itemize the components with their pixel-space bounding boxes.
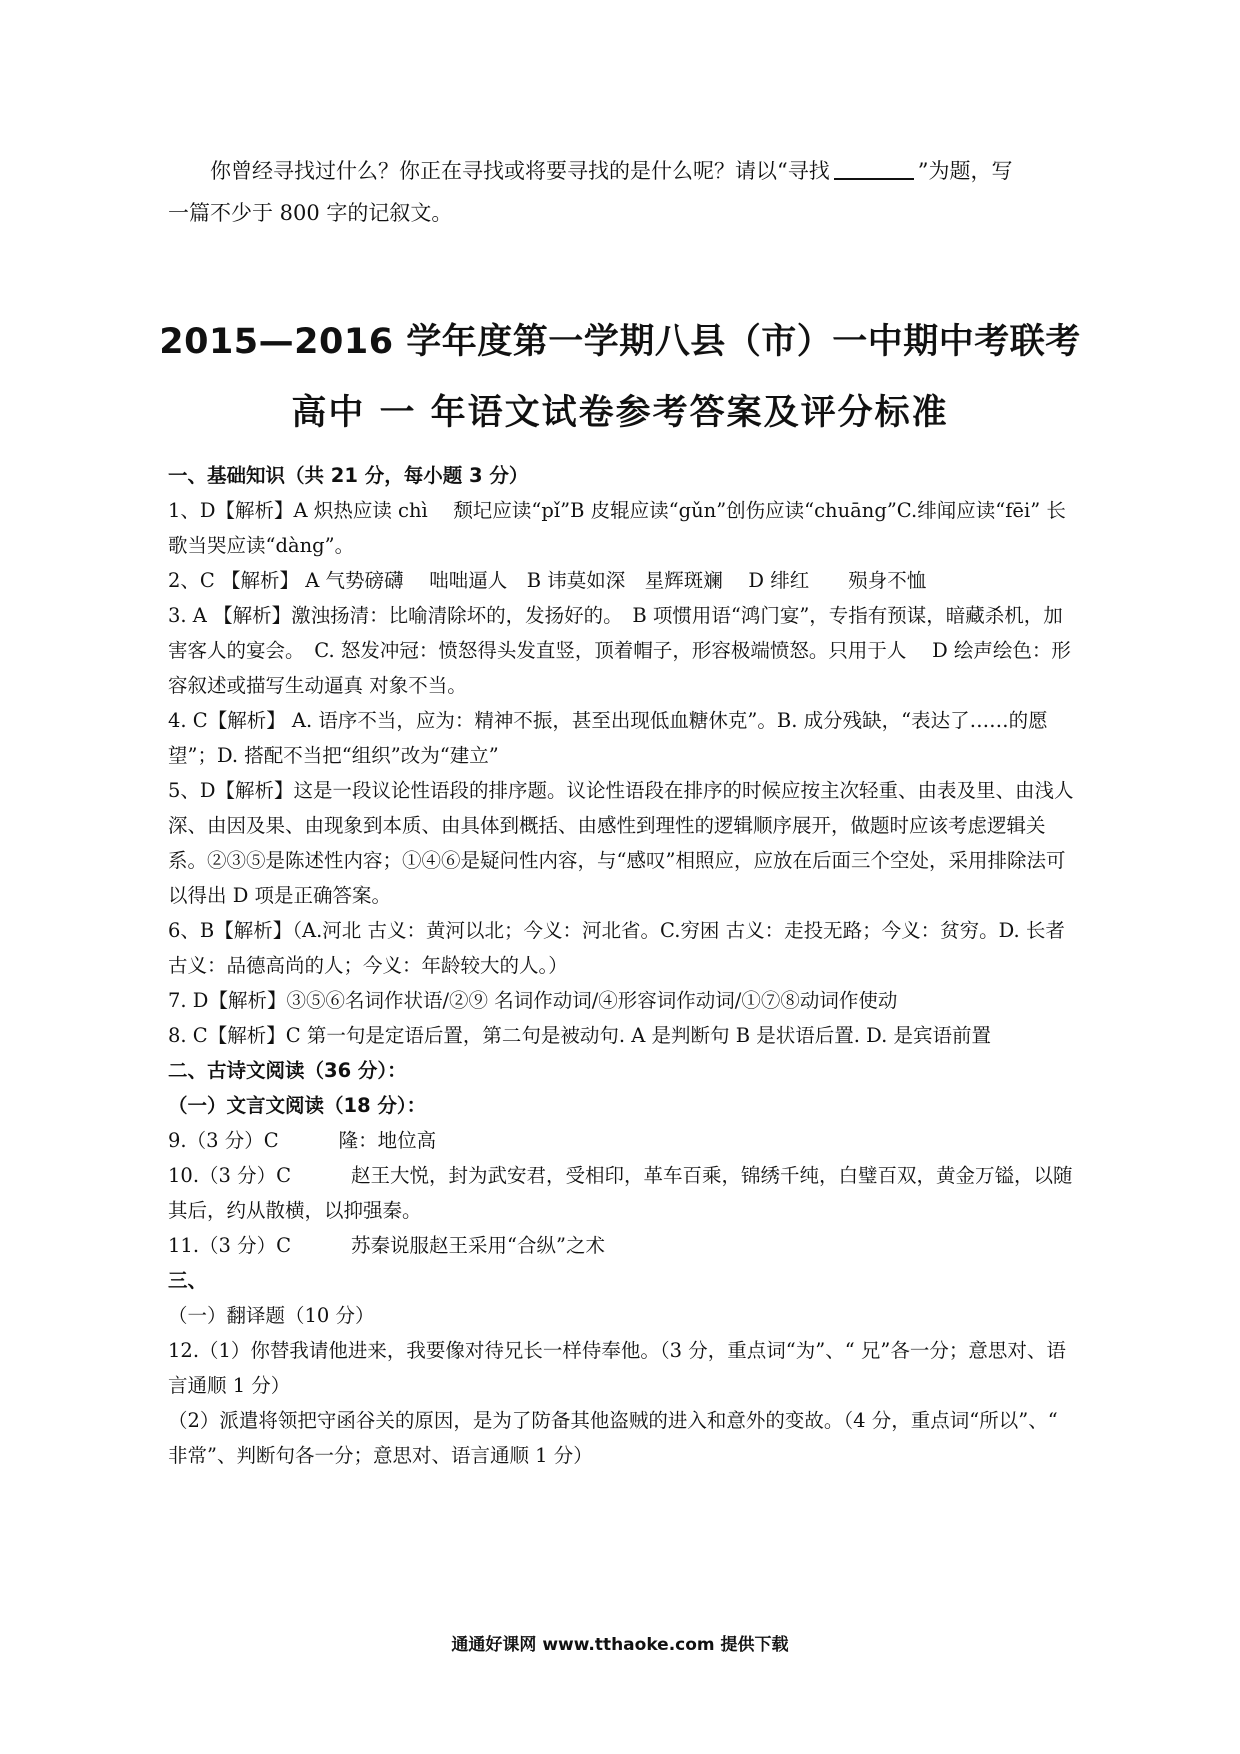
answer-body (168, 458, 1074, 1473)
answer-4: 4. C【解析】 A. 语序不当，应为：精神不振，甚至出现低血糖休克”。B. 成分残缺，“表达了……的愿望”；D. 搭配不当把“组织”改为“建立” (168, 709, 1048, 767)
essay-prompt-line1 (168, 150, 1074, 192)
answer-2: 2、C 【解析】 A 气势磅礴 咄咄逼人 B 讳莫如深 星辉斑斓 D 绯红 殒身不恤 (168, 569, 927, 592)
subsection-heading-2-1: （一）文言文阅读（18 分）： (168, 1094, 427, 1117)
answer-6: 6、B【解析】（A.河北 古义：黄河以北；今义：河北省。C.穷困 古义：走投无路；今义：贫穷。D. 长者 古义：品德高尚的人；今义：年龄较大的人。） (168, 919, 1065, 977)
answer-3: 3. A 【解析】激浊扬清：比喻清除坏的，发扬好的。 B 项惯用语“鸿门宴”，专指有预谋，暗藏杀机，加害客人的宴会。 C. 怒发冲冠：愤怒得头发直竖，顶着帽子，形容极端愤怒。只用于人 D 绘声绘色：形容叙述或描写生动逼真 对象不当。 (168, 604, 1071, 697)
answer-11-number: 11.（3 分）C (168, 1234, 292, 1257)
answer-9-text: 隆：地位高 (338, 1129, 437, 1152)
footer-source: 通通好课网 www.tthaoke.com 提供下载 (451, 1635, 789, 1655)
prompt-text-end: ”为题，写 (917, 159, 1013, 183)
answer-11-text: 苏秦说服赵王采用“合纵”之术 (351, 1234, 605, 1257)
answer-12-part2: （2）派遣将领把守函谷关的原因，是为了防备其他盗贼的进入和意外的变故。（4 分，重点词“所以”、“ 非常”、判断句各一分；意思对、语言通顺 1 分） (168, 1409, 1058, 1467)
answer-7: 7. D【解析】③⑤⑥名词作状语/②⑨ 名词作动词/④形容词作动词/①⑦⑧动词作使动 (168, 989, 898, 1012)
answer-10-number: 10.（3 分）C (168, 1164, 292, 1187)
answer-9 (168, 1123, 1074, 1158)
answer-1: 1、D【解析】A 炽热应读 chì 颓圮应读“pǐ”B 皮辊应读“gǔn”创伤应读“chuāng”C.绯闻应读“fēi” 长歌当哭应读“dàng”。 (168, 499, 1066, 557)
section-heading-2: 二、古诗文阅读（36 分）： (168, 1059, 407, 1082)
section-heading-3: 三、 (168, 1269, 208, 1292)
exam-title: 2015—2016 学年度第一学期八县（市）一中期中考联考 (159, 322, 1081, 362)
answer-11 (168, 1228, 1074, 1263)
answer-10-text: 赵王大悦，封为武安君，受相印，革车百乘，锦绣千纯，白璧百双，黄金万镒，以随其后，约从散横，以抑强秦。 (168, 1164, 1073, 1222)
prompt-text: 你曾经寻找过什么？你正在寻找或将要寻找的是什么呢？请以“寻找 (210, 159, 830, 183)
answer-10 (168, 1158, 1074, 1228)
essay-prompt (168, 150, 1074, 234)
section-heading-1: 一、基础知识（共 21 分，每小题 3 分） (168, 464, 529, 487)
fill-blank (834, 158, 914, 180)
exam-subtitle: 高中 一 年语文试卷参考答案及评分标准 (291, 393, 949, 433)
subsection-heading-3-1: （一）翻译题（10 分） (168, 1304, 375, 1327)
answer-5: 5、D【解析】这是一段议论性语段的排序题。议论性语段在排序的时候应按主次轻重、由表及里、由浅人深、由因及果、由现象到本质、由具体到概括、由感性到理性的逻辑顺序展开，做题时应该考虑逻辑关系。②③⑤是陈述性内容；①④⑥是疑问性内容，与“感叹”相照应，应放在后面三个空处，采用排除法可以得出 D 项是正确答案。 (168, 779, 1074, 907)
answer-12-part1: 12.（1）你替我请他进来，我要像对待兄长一样侍奉他。（3 分，重点词“为”、“ 兄”各一分；意思对、语言通顺 1 分） (168, 1339, 1066, 1397)
essay-prompt-line2: 一篇不少于 800 字的记叙文。 (168, 201, 453, 225)
answer-9-number: 9.（3 分）C (168, 1129, 279, 1152)
answer-8: 8. C【解析】C 第一句是定语后置，第二句是被动句. A 是判断句 B 是状语后置. D. 是宾语前置 (168, 1024, 991, 1047)
